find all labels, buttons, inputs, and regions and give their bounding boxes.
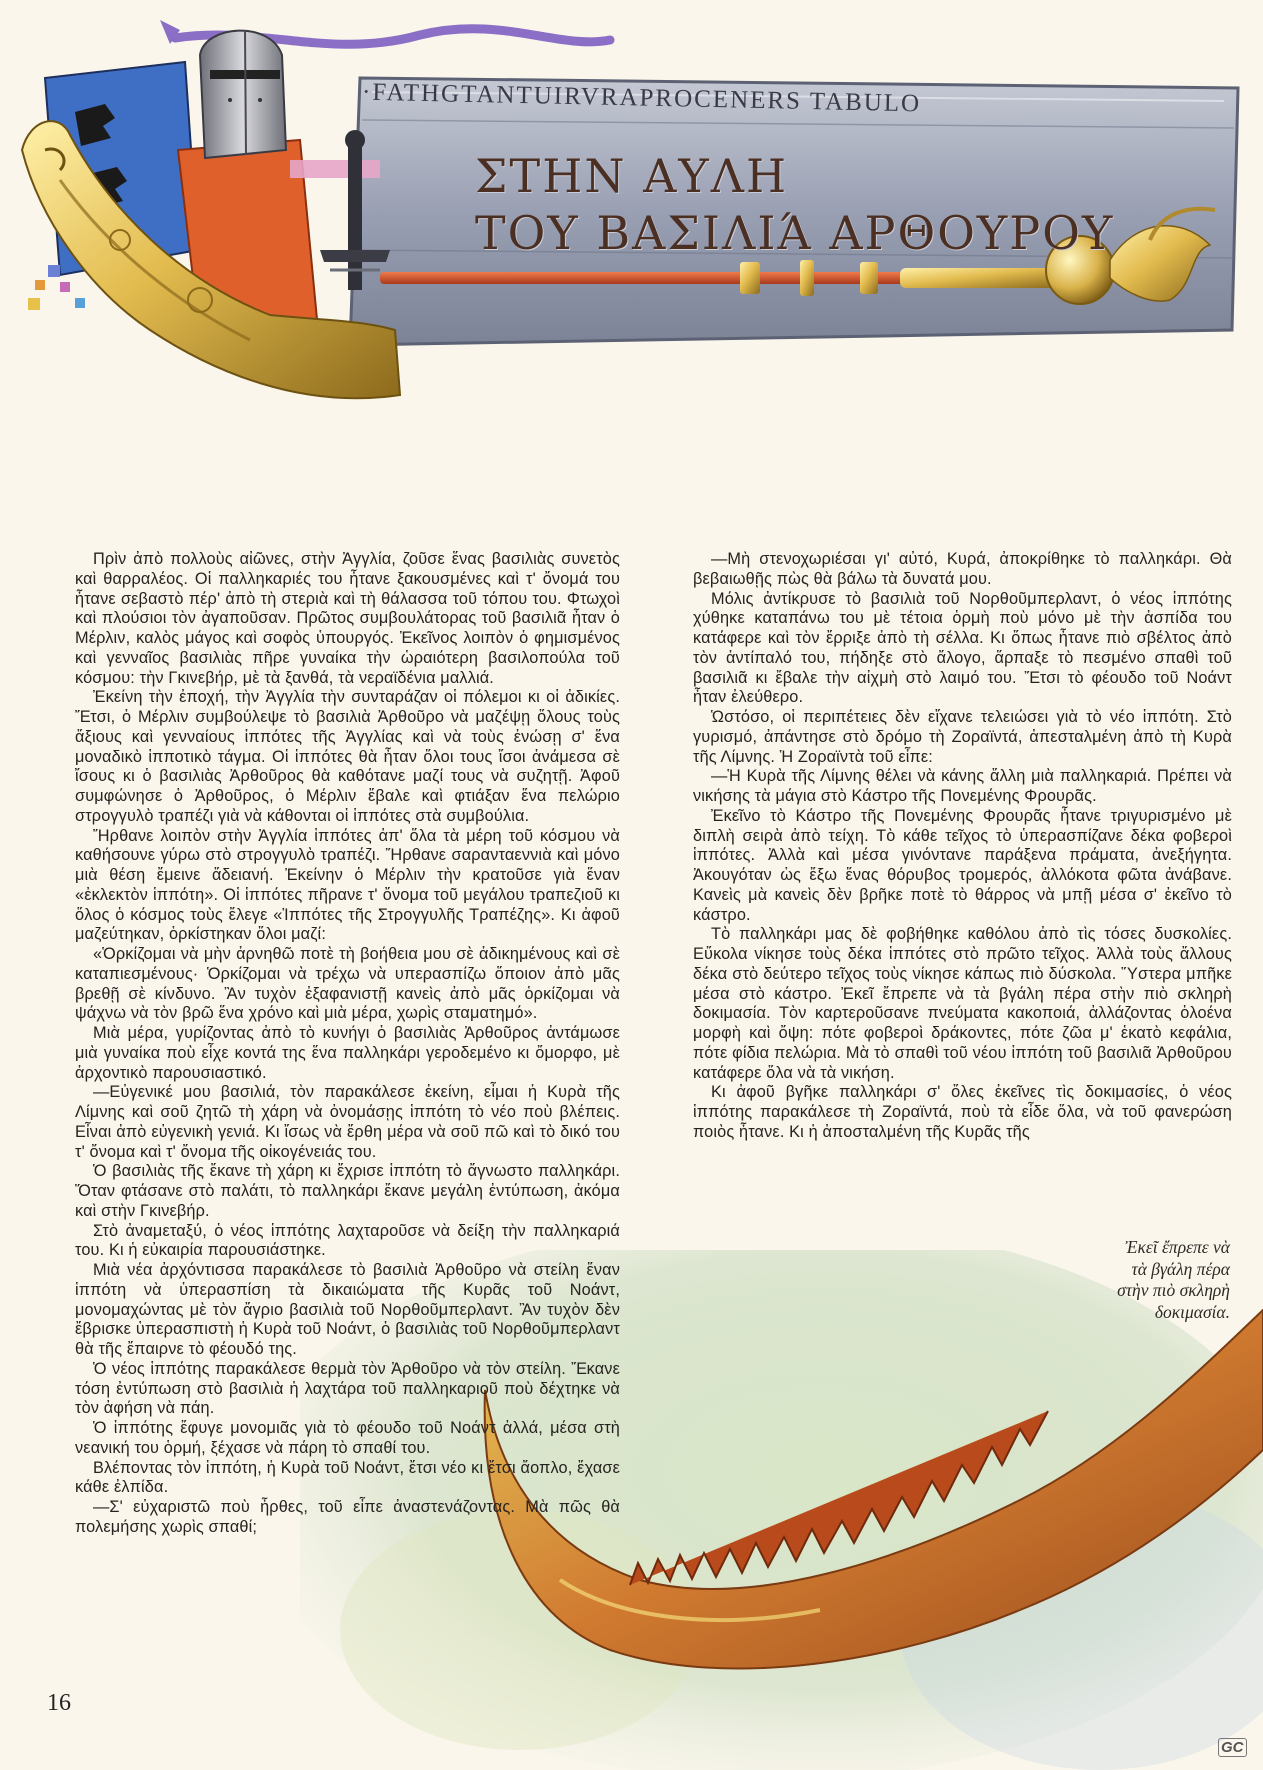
page-number: 16	[47, 1690, 71, 1716]
caption-line: τὰ βγάλη πέρα	[1131, 1258, 1230, 1279]
paragraph: «Ὁρκίζομαι νὰ μὴν ἀρνηθῶ ποτὲ τὴ βοήθεια μου σὲ ἀδικημένους καὶ σὲ καταπιεσμένους· Ὁρκίζομαι νὰ τρέχω νὰ υπερασπίζω ὅποιον ἀπὸ μᾶς βρεθῇ σὲ κίνδυνο. Ἂν τυχὸν ἐξαφανιστῇ κανεὶς ἀπὸ μᾶς ὁρκίζομαι νὰ ψάχνω νὰ τὸν βρῶ ἕνα χρόνο καὶ μιὰ μέρα, χωρὶς σταματημό».	[75, 945, 620, 1023]
caption-line: δοκιμασία.	[1154, 1301, 1230, 1322]
paragraph: —Σ' εὐχαριστῶ ποὺ ἦρθες, τοῦ εἶπε ἀναστενάζοντας. Μὰ πῶς θὰ πολεμήσης χωρὶς σπαθί;	[75, 1498, 620, 1536]
caption-line: στὴν πιὸ σκληρὴ	[1117, 1280, 1230, 1300]
illustration-caption	[1030, 1237, 1230, 1323]
paragraph: Ὁ νέος ἱππότης παρακάλεσε θερμὰ τὸν Ἀρθοῦρο νὰ τὸν στείλη. Ἔκανε τόση ἐντύπωση στὸ βασιλιὰ ἡ λαχτάρα τοῦ παλληκαριοῦ ποὺ δέχτηκε νὰ τὸν ἀφήση νὰ πάη.	[75, 1359, 620, 1418]
scanner-mark: GC	[1218, 1738, 1247, 1757]
paragraph: Κι ἀφοῦ βγῆκε παλληκάρι σ' ὅλες ἐκεῖνες τὶς δοκιμασίες, ὁ νέος ἱππότης παρακάλεσε τὴ Ζοραϊντά, ποὺ τὰ εἶδε ὅλα, νὰ τοῦ φανερώση ποιὸς ἦτανε. Κι ἡ ἀποσταλμένη τῆς Κυρᾶς τῆς	[693, 1083, 1232, 1141]
paragraph: Ὁ ἱππότης ἔφυγε μονομιᾶς γιὰ τὸ φέουδο τοῦ Νοάντ ἀλλά, μέσα στὴ νεανική του ὁρμή, ξέχασε νὰ πάρη τὸ σπαθί του.	[75, 1419, 620, 1457]
paragraph: Ὡστόσο, οἱ περιπέτειες δὲν εἴχανε τελειώσει γιὰ τὸ νέο ἱππότη. Στὸ γυρισμό, ἀπάντησε στὸ δρόμο τὴ Ζοραϊντά, ἀπεσταλμένη ἀπὸ τὴ Κυρὰ τῆς Λίμνης. Ἡ Ζοραϊντὰ τοῦ εἶπε:	[693, 708, 1232, 766]
paragraph: Πρὶν ἀπὸ πολλοὺς αἰῶνες, στὴν Ἀγγλία, ζοῦσε ἕνας βασιλιὰς συνετὸς καὶ θαρραλέος. Οἱ παλληκαριές του ἦτανε ξακουσμένες καὶ τ' ὄνομά του ἦτανε σεβαστὸ πέρ' ἀπὸ τὴ στεριὰ καὶ τὴ θάλασσα τοῦ τόπου του. Φτωχοὶ καὶ πλούσιοι τὸν ἀγαποῦσαν. Πρῶτος συμβουλάτορας τοῦ βασιλιᾶ ἦταν ὁ Μέρλιν, καλὸς μάγος καὶ σοφὸς ὑπουργός. Ἐκεῖνος λοιπὸν ὁ φημισμένος καὶ γενναῖος βασιλιὰς πῆρε γυναίκα τὴν ὡραιότερη βασιλοπούλα τοῦ κόσμου: τὴν Γκινεβήρ, μὲ τὰ ξανθά, τὰ νεραϊδένια μαλλιά.	[75, 550, 620, 687]
title-line-2: ΤΟΥ ΒΑΣΙΛΙΆ ΑΡΘΟΥΡΟΥ	[475, 206, 1115, 260]
paragraph: Μόλις ἀντίκρυσε τὸ βασιλιὰ τοῦ Νορθοῦμπερλαντ, ὁ νέος ἱππότης χύθηκε καταπάνω του μὲ τέτοια ὁρμὴ ποὺ μόνο μὲ τὴν ἀσπίδα του κατάφερε καὶ τὸν ἔρριξε ἀπὸ τὴ σέλλα. Κι ὅπως ἦτανε πιὸ σβέλτος ἀπὸ τὸν ἀντίπαλό του, πήδηξε στὸ ἄλογο, ἅρπαξε τὸ πεσμένο σπαθὶ τοῦ βασιλιᾶ κι ἔβαλε τὴν αἰχμὴ στὸ λαιμό του. Ἔτσι τὸ φέουδο τοῦ Νοάντ ἦταν ἐλεύθερο.	[693, 589, 1232, 707]
paragraph: Στὸ ἀναμεταξύ, ὁ νέος ἱππότης λαχταροῦσε νὰ δείξη τὴν παλληκαριά του. Κι ἡ εὐκαιρία παρουσιάστηκε.	[75, 1221, 620, 1260]
banner-inscription: ·FATHGTANTUIRVRAPROCENERS TABULO	[361, 78, 922, 118]
left-text-column	[75, 550, 620, 1538]
paragraph: Ἐκεῖνο τὸ Κάστρο τῆς Πονεμένης Φρουρᾶς ἦτανε τριγυρισμένο μὲ διπλὴ σειρὰ ἀπὸ τείχη. Τὸ κάθε τεῖχος τὸ ὑπερασπίζανε δέκα φοβεροὶ ἱππότες. Ἀλλὰ καὶ μέσα γινόντανε παράξενα πράματα, ἀνεξήγητα. Ἀκουγόταν ὡς ἔξω ἕνας θόρυβος τρομερός, ἀλλόκοτα φῶτα ἀνάβανε. Κανεὶς μὰ κανεὶς δὲν βρῆκε ποτὲ τὸ θάρρος νὰ μπῇ μέσα σ' ἐκεῖνο τὸ κάστρο.	[693, 806, 1232, 924]
paragraph: —Εὐγενικέ μου βασιλιά, τὸν παρακάλεσε ἐκείνη, εἶμαι ἡ Κυρὰ τῆς Λίμνης καὶ σοῦ ζητῶ τὴ χάρη νὰ ὀνομάσῃς ἱππότη τὸ νέο ποὺ βλέπεις. Εἶναι ἀπὸ εὐγενικὴ γενιά. Κι ἴσως νὰ ἔρθη μέρα νὰ σοῦ πῶ καὶ τὸ δικό του τ' ὄνομα καὶ τ' ὄνομα τῆς οἰκογένειάς του.	[75, 1083, 620, 1161]
paragraph: Τὸ παλληκάρι μας δὲ φοβήθηκε καθόλου ἀπὸ τὶς τόσες δυσκολίες. Εὔκολα νίκησε τοὺς δέκα ἱππότες στὸ πρῶτο τεῖχος. Ἀλλὰ τοὺς ἄλλους δέκα στὸ δεύτερο τεῖχος τοὺς νίκησε κάπως πιὸ δύσκολα. Ὕστερα μπῆκε μέσα στὸ κάστρο. Ἐκεῖ ἔπρεπε νὰ τὰ βγάλη πέρα στὴν πιὸ σκληρὴ δοκιμασία. Τὸν καρτεροῦσανε πνεύματα κακοποιά, ἀλλάζοντας ὁλοένα μορφὴ καὶ ὄψη: πότε φοβεροὶ δράκοντες, πότε ζῶα μ' ἑκατὸ κεφάλια, πότε φίδια πελώρια. Μὰ τὸ σπαθὶ τοῦ νέου ἱππότη τοῦ βασιλιᾶ Ἀρθοῦρου κατάφερε ὅλα νὰ τὰ νικήση.	[693, 925, 1232, 1082]
paragraph: Μιὰ μέρα, γυρίζοντας ἀπὸ τὸ κυνήγι ὁ βασιλιὰς Ἀρθοῦρος ἀντάμωσε μιὰ γυναίκα ποὺ εἶχε κοντά της ἕνα παλληκάρι γεροδεμένο κι ὄμορφο, μὲ ἀρχοντικὸ παρουσιαστικό.	[75, 1024, 620, 1082]
paragraph: Βλέποντας τὸν ἱππότη, ἡ Κυρὰ τοῦ Νοάντ, ἔτσι νέο κι ἔτσι ἄοπλο, ἔχασε κάθε ἐλπίδα.	[75, 1458, 620, 1497]
knight-helmet	[200, 30, 286, 158]
paragraph: —Ἡ Κυρὰ τῆς Λίμνης θέλει νὰ κάνης ἄλλη μιὰ παλληκαριά. Πρέπει νὰ νικήσης τὰ μάγια στὸ Κάστρο τῆς Πονεμένης Φρουρᾶς.	[693, 767, 1232, 805]
right-text-column	[693, 550, 1232, 1143]
paragraph: Ἤρθανε λοιπὸν στὴν Ἀγγλία ἱππότες ἀπ' ὅλα τὰ μέρη τοῦ κόσμου νὰ καθήσουνε γύρω στὸ στρογγυλὸ τραπέζι. Ἤρθανε σαρανταεννιὰ καὶ μόνο μιὰ θέση ἔμεινε ἄδειανή. Ἐκείνην ὁ Μέρλιν τὴν κρατοῦσε γιὰ ἕναν «ἐκλεκτὸν ἱππότη». Οἱ ἱππότες πῆρανε τ' ὄνομα τοῦ μεγάλου τραπεζιοῦ κι ὅλος ὁ κόσμος τοὺς ἔλεγε «Ἱππότες τῆς Στρογγυλῆς Τραπέζης». Κι ἀφοῦ μαζεύτηκαν, ὁρκίστηκαν ὅλοι μαζί:	[75, 826, 620, 944]
paragraph: Ἐκείνη τὴν ἐποχή, τὴν Ἀγγλία τὴν συνταράζαν οἱ πόλεμοι κι οἱ ἀδικίες. Ἔτσι, ὁ Μέρλιν συμβούλεψε τὸ βασιλιὰ Ἀρθοῦρο νὰ μαζέψῃ ὅλους τοὺς ἄξιους καὶ γενναίους ἱππότες τῆς Ἀγγλίας καὶ νὰ τοὺς ἑνώσῃ σ' ἕνα μοναδικὸ ἱπποτικὸ τάγμα. Οἱ ἱππότες θὰ ἦταν ὅλοι τους ἴσοι ἀνάμεσα σὲ ἴσους κι ὁ βασιλιὰς Ἀρθοῦρος θὰ καθότανε μαζί τους νὰ συζητῇ. Ἀφοῦ συμφώνησε ὁ Ἀρθοῦρος, ὁ Μέρλιν ἔβαλε καὶ φτιάξαν ἕνα πελώριο στρογγυλὸ τραπέζι γιὰ νὰ κάθονται οἱ ἱππότες στὰ συμβούλια.	[75, 688, 620, 825]
paragraph: Ὁ βασιλιὰς τῆς ἔκανε τὴ χάρη κι ἔχρισε ἱππότη τὸ ἄγνωστο παλληκάρι. Ὅταν φτάσανε στὸ παλάτι, τὸ παλληκάρι ἔκανε μεγάλη ἐντύπωση, ἀκόμα καὶ στὴν Γκινεβήρ.	[75, 1162, 620, 1220]
caption-line: Ἐκεῖ ἔπρεπε νὰ	[1125, 1237, 1230, 1257]
title-line-1: ΣΤΗΝ ΑΥΛΗ	[475, 149, 789, 203]
paragraph: —Μὴ στενοχωριέσαι γι' αὐτό, Κυρά, ἀποκρίθηκε τὸ παλληκάρι. Θὰ βεβαιωθῇς πὼς θὰ βάλω τὰ δυνατά μου.	[693, 550, 1232, 588]
page-title	[475, 148, 1115, 262]
paragraph: Μιὰ νέα ἀρχόντισσα παρακάλεσε τὸ βασιλιὰ Ἀρθοῦρο νὰ στείλη ἕναν ἱππότη νὰ ὑπερασπίση τὰ δικαιώματα τῆς Κυρᾶς τοῦ Νοάντ, μονομαχώντας μὲ τὸν ἄγριο βασιλιὰ τοῦ Νορθοῦμπερλαντ. Ἂν τυχὸν δὲν ἔβρισκε ὑπερασπιστὴ ἡ Κυρὰ τοῦ Νοάντ, ὁ βασιλιὰς τοῦ Νορθοῦμπερλαντ θὰ τῆς ἔπαιρνε τὸ φέουδό της.	[75, 1261, 620, 1358]
